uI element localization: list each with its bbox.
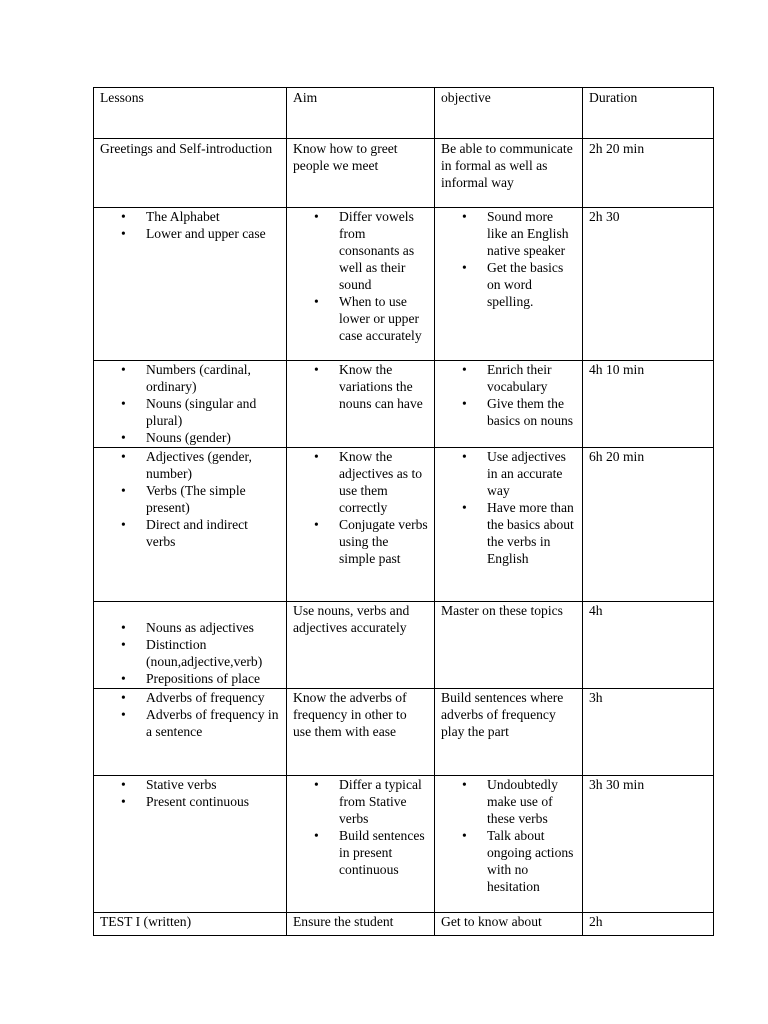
list-item: • Numbers (cardinal, ordinary) bbox=[146, 361, 280, 395]
bullet-list bbox=[100, 689, 280, 740]
header-aim: Aim bbox=[287, 88, 435, 139]
bullet-list bbox=[100, 776, 280, 810]
objective-cell bbox=[435, 913, 583, 936]
list-item: • Verbs (The simple present) bbox=[146, 482, 280, 516]
list-item: • Get the basics on word spelling. bbox=[487, 259, 576, 310]
cell-text: Be able to communicate in formal as well as informal way bbox=[441, 141, 573, 190]
duration-cell: 3h 30 min bbox=[583, 776, 714, 913]
table-row bbox=[94, 689, 714, 776]
objective-cell bbox=[435, 448, 583, 602]
duration-cell: 2h 30 bbox=[583, 208, 714, 361]
list-item: • Undoubtedly make use of these verbs bbox=[487, 776, 576, 827]
objective-cell bbox=[435, 776, 583, 913]
header-lessons: Lessons bbox=[94, 88, 287, 139]
list-item: • Lower and upper case bbox=[146, 225, 280, 242]
list-item: • Nouns (singular and plural) bbox=[146, 395, 280, 429]
lessons-cell bbox=[94, 361, 287, 448]
objective-cell bbox=[435, 602, 583, 689]
header-objective: objective bbox=[435, 88, 583, 139]
list-item: • Know the adjectives as to use them correctly bbox=[339, 448, 428, 516]
bullet-list bbox=[441, 448, 576, 567]
bullet-list bbox=[293, 448, 428, 567]
bullet-list bbox=[293, 361, 428, 412]
aim-cell bbox=[287, 139, 435, 208]
list-item: • Give them the basics on nouns bbox=[487, 395, 576, 429]
aim-cell bbox=[287, 602, 435, 689]
list-item: • Adjectives (gender, number) bbox=[146, 448, 280, 482]
lessons-cell bbox=[94, 913, 287, 936]
list-item: • Differ a typical from Stative verbs bbox=[339, 776, 428, 827]
aim-cell bbox=[287, 361, 435, 448]
duration-cell: 3h bbox=[583, 689, 714, 776]
list-item: • Prepositions of place bbox=[146, 670, 280, 687]
bullet-list bbox=[441, 208, 576, 310]
list-item: • Stative verbs bbox=[146, 776, 280, 793]
cell-text: Build sentences where adverbs of frequency play the part bbox=[441, 690, 564, 739]
lesson-plan-table bbox=[93, 87, 714, 936]
list-item: • When to use lower or upper case accurately bbox=[339, 293, 428, 344]
duration-cell: 2h bbox=[583, 913, 714, 936]
list-item: • Sound more like an English native speaker bbox=[487, 208, 576, 259]
header-row bbox=[94, 88, 714, 139]
duration-cell: 4h bbox=[583, 602, 714, 689]
list-item: • Build sentences in present continuous bbox=[339, 827, 428, 878]
list-item: • Nouns (gender) bbox=[146, 429, 280, 446]
cell-text: Use nouns, verbs and adjectives accurately bbox=[293, 603, 410, 635]
lessons-cell bbox=[94, 689, 287, 776]
list-item: • Adverbs of frequency bbox=[146, 689, 280, 706]
duration-cell: 6h 20 min bbox=[583, 448, 714, 602]
table-row bbox=[94, 139, 714, 208]
aim-cell bbox=[287, 689, 435, 776]
bullet-list bbox=[100, 619, 280, 687]
list-item: • Know the variations the nouns can have bbox=[339, 361, 428, 412]
bullet-list bbox=[293, 208, 428, 344]
aim-cell bbox=[287, 208, 435, 361]
list-item: • Talk about ongoing actions with no hesitation bbox=[487, 827, 576, 895]
lessons-cell bbox=[94, 776, 287, 913]
table-row bbox=[94, 602, 714, 689]
bullet-list bbox=[100, 448, 280, 550]
bullet-list bbox=[100, 208, 280, 242]
lessons-cell bbox=[94, 139, 287, 208]
table-row bbox=[94, 913, 714, 936]
table-row bbox=[94, 361, 714, 448]
cell-text: Know the adverbs of frequency in other to use them with ease bbox=[293, 690, 407, 739]
list-item: • Adverbs of frequency in a sentence bbox=[146, 706, 280, 740]
cell-text: Know how to greet people we meet bbox=[293, 141, 398, 173]
aim-cell bbox=[287, 448, 435, 602]
bullet-list bbox=[441, 776, 576, 895]
duration-cell: 4h 10 min bbox=[583, 361, 714, 448]
table-row bbox=[94, 208, 714, 361]
lessons-cell bbox=[94, 602, 287, 689]
list-item: • Enrich their vocabulary bbox=[487, 361, 576, 395]
list-item: • Conjugate verbs using the simple past bbox=[339, 516, 428, 567]
list-item: • Differ vowels from consonants as well as their sound bbox=[339, 208, 428, 293]
aim-cell bbox=[287, 913, 435, 936]
objective-cell bbox=[435, 139, 583, 208]
bullet-list bbox=[100, 361, 280, 446]
list-item: • Direct and indirect verbs bbox=[146, 516, 280, 550]
list-item: • Use adjectives in an accurate way bbox=[487, 448, 576, 499]
objective-cell bbox=[435, 689, 583, 776]
objective-cell bbox=[435, 361, 583, 448]
list-item: • Nouns as adjectives bbox=[146, 619, 280, 636]
cell-text: Master on these topics bbox=[441, 603, 563, 618]
list-item: • Present continuous bbox=[146, 793, 280, 810]
lessons-cell bbox=[94, 448, 287, 602]
list-item: • Have more than the basics about the verbs in English bbox=[487, 499, 576, 567]
cell-text: TEST I (written) bbox=[100, 914, 192, 929]
table-row bbox=[94, 776, 714, 913]
bullet-list bbox=[441, 361, 576, 429]
cell-text: Ensure the student bbox=[293, 914, 394, 929]
list-item: • Distinction (noun,adjective,verb) bbox=[146, 636, 280, 670]
bullet-list bbox=[293, 776, 428, 878]
lessons-cell bbox=[94, 208, 287, 361]
objective-cell bbox=[435, 208, 583, 361]
cell-text: Greetings and Self-introduction bbox=[100, 141, 273, 156]
list-item: • The Alphabet bbox=[146, 208, 280, 225]
cell-text: Get to know about bbox=[441, 914, 542, 929]
table-row bbox=[94, 448, 714, 602]
duration-cell: 2h 20 min bbox=[583, 139, 714, 208]
aim-cell bbox=[287, 776, 435, 913]
header-duration: Duration bbox=[583, 88, 714, 139]
